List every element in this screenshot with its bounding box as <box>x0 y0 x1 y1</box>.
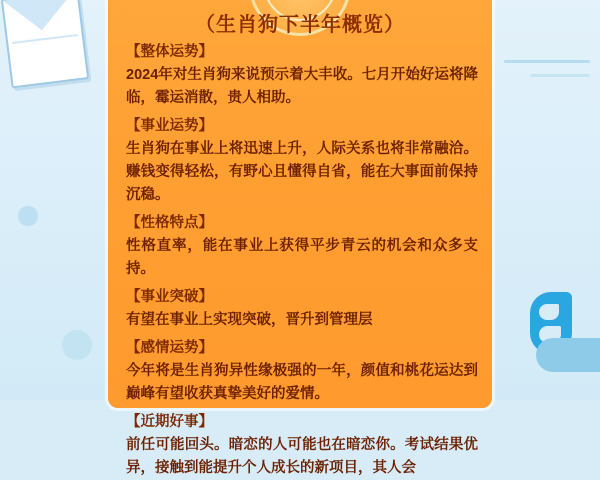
section-text: 性格直率，能在事业上获得平步青云的机会和众多支持。 <box>126 238 478 277</box>
section-heading: 【感情运势】 <box>126 340 213 356</box>
section-career-fortune <box>126 114 478 207</box>
rounded-tab-icon <box>536 338 600 372</box>
section-text: 2024年对生肖狗来说预示着大丰收。七月开始好运将降临，霉运消散，贵人相助。 <box>126 67 478 106</box>
section-career-breakthrough <box>126 285 478 332</box>
section-text: 前任可能回头。暗恋的人可能也在暗恋你。考试结果优异，接触到能提升个人成长的新项目，其人会 <box>126 437 478 476</box>
section-overall <box>126 40 478 110</box>
decorative-dot-left <box>18 206 38 226</box>
section-recent-good-news <box>126 410 478 480</box>
section-heading: 【整体运势】 <box>126 44 213 60</box>
card-body <box>126 40 478 476</box>
section-heading: 【性格特点】 <box>126 215 213 231</box>
section-text: 生肖狗在事业上将迅速上升，人际关系也将非常融洽。赚钱变得轻松，有野心且懂得自省，能在大事面前保持沉稳。 <box>126 141 478 203</box>
card-title: （生肖狗下半年概览） <box>195 14 405 36</box>
section-personality <box>126 211 478 281</box>
section-text: 今年将是生肖狗异性缘极强的一年，颜值和桃花运达到巅峰有望收获真挚美好的爱情。 <box>126 363 478 402</box>
section-heading: 【事业突破】 <box>126 289 213 305</box>
decorative-line-top <box>504 60 590 63</box>
decorative-dot-bottom <box>62 330 92 360</box>
fortune-card <box>108 0 492 476</box>
envelope-flap-line <box>12 34 82 80</box>
section-heading: 【近期好事】 <box>126 414 213 430</box>
section-text: 有望在事业上实现突破，晋升到管理层 <box>126 312 373 328</box>
decorative-line-second <box>530 74 590 77</box>
section-love-fortune <box>126 336 478 406</box>
envelope-icon <box>1 0 89 88</box>
section-heading: 【事业运势】 <box>126 118 213 134</box>
